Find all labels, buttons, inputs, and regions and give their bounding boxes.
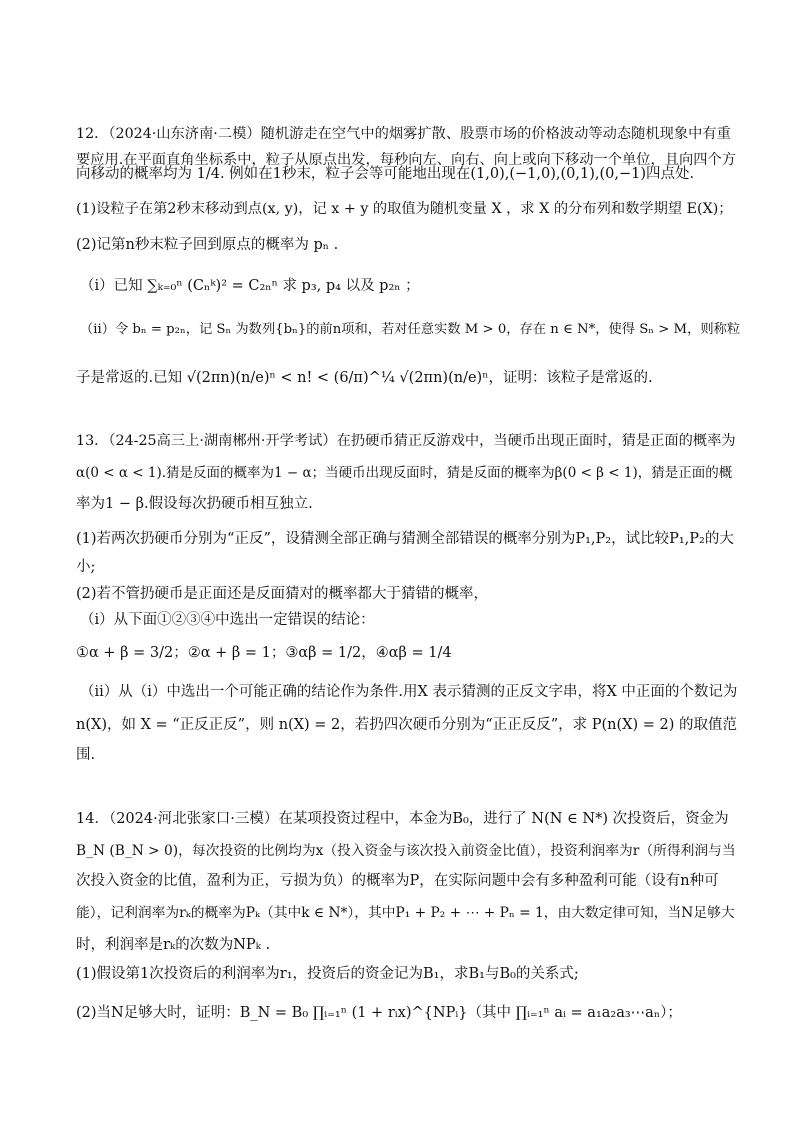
q12-line-8: 子是常返的.已知 √(2πn)(n/e)ⁿ < n! < (6/π)^¼ √(2πn)(n/e)ⁿ，证明：该粒子是常返的. bbox=[76, 370, 653, 386]
q14-line-4: 能），记利润率为rₖ的概率为Pₖ（其中k ∈ N*），其中P₁ + P₂ + ⋯ + Pₙ = 1，由大数定律可知，当N足够大 bbox=[76, 905, 735, 921]
q14-line-6: (1)假设第1次投资后的利润率为r₁，投资后的资金记为B₁，求B₁与B₀的关系式; bbox=[76, 966, 579, 982]
q14-line-3: 次投入资金的比值，盈利为正，亏损为负）的概率为P，在实际问题中会有多种盈利可能（设有n种可 bbox=[76, 873, 719, 889]
q13-line-7: （i）从下面①②③④中选出一定错误的结论： bbox=[80, 612, 375, 628]
q13-line-10: n(X)，如 X = “正反正反”，则 n(X) = 2，若扔四次硬币分别为“正正反反”，求 P(n(X) = 2) 的取值范 bbox=[76, 717, 737, 733]
q14-line-1: 14．（2024·河北张家口·三模）在某项投资过程中，本金为B₀，进行了 N(N ∈ N*) 次投资后，资金为 bbox=[76, 811, 729, 827]
q13-line-8: ①α + β = 3/2；②α + β = 1；③αβ = 1/2，④αβ = 1/4 bbox=[76, 645, 452, 661]
q13-line-1: 13．（24-25高三上·湖南郴州·开学考试）在扔硬币猜正反游戏中，当硬币出现正面时，猜是正面的概率为 bbox=[76, 433, 736, 449]
q12-line-1: 12．（2024·山东济南·二模）随机游走在空气中的烟雾扩散、股票市场的价格波动等动态随机现象中有重 bbox=[76, 126, 731, 142]
q12-line-5: (2)记第n秒末粒子回到原点的概率为 pₙ . bbox=[76, 237, 339, 253]
q12-line-2: 要应用.在平面直角坐标系中，粒子从原点出发，每秒向左、向右、向上或向下移动一个单位，且向四个方 bbox=[76, 152, 737, 168]
q14-line-5: 时，利润率是rₖ的次数为NPₖ . bbox=[76, 937, 271, 953]
q13-line-2: α(0 < α < 1).猜是反面的概率为1 − α；当硬币出现反面时，猜是反面的概率为β(0 < β < 1)，猜是正面的概 bbox=[76, 465, 733, 481]
q13-line-9: （ii）从（i）中选出一个可能正确的结论作为条件.用X 表示猜测的正反文字串，将X 中正面的个数记为 bbox=[80, 684, 738, 700]
q12-line-4: (1)设粒子在第2秒末移动到点(x, y)，记 x + y 的取值为随机变量 X ，求 X 的分布列和数学期望 E(X)； bbox=[76, 201, 733, 217]
q13-line-5: 小; bbox=[76, 559, 96, 575]
q13-line-11: 围. bbox=[76, 747, 96, 763]
q13-line-3: 率为1 − β.假设每次扔硬币相互独立. bbox=[76, 496, 313, 512]
q14-line-7: (2)当N足够大时，证明：B_N = B₀ ∏ᵢ₌₁ⁿ (1 + rᵢx)^{NPᵢ}（其中 ∏ᵢ₌₁ⁿ aᵢ = a₁a₂a₃⋯aₙ）； bbox=[76, 1005, 682, 1021]
q12-line-3: 向移动的概率均为 1/4. 例如在1秒末，粒子会等可能地出现在(1,0),(−1,0),(0,1),(0,−1)四点处. bbox=[76, 166, 695, 182]
q13-line-6: (2)若不管扔硬币是正面还是反面猜对的概率都大于猜错的概率， bbox=[76, 586, 489, 602]
q13-line-4: (1)若两次扔硬币分别为“正反”，设猜测全部正确与猜测全部错误的概率分别为P₁,P₂，试比较P₁,P₂的大 bbox=[76, 531, 734, 547]
q12-line-6: （i）已知 ∑ₖ₌₀ⁿ (Cₙᵏ)² = C₂ₙⁿ 求 p₃, p₄ 以及 p₂ₙ ； bbox=[80, 278, 420, 294]
q12-line-7: （ii）令 bₙ = p₂ₙ，记 Sₙ 为数列{bₙ}的前n项和，若对任意实数 M > 0，存在 n ∈ N*，使得 Sₙ > M，则称粒 bbox=[80, 322, 741, 337]
q14-line-2: B_N (B_N > 0)，每次投资的比例均为x（投入资金与该次投入前资金比值），投资利润率为r（所得利润与当 bbox=[76, 843, 736, 859]
